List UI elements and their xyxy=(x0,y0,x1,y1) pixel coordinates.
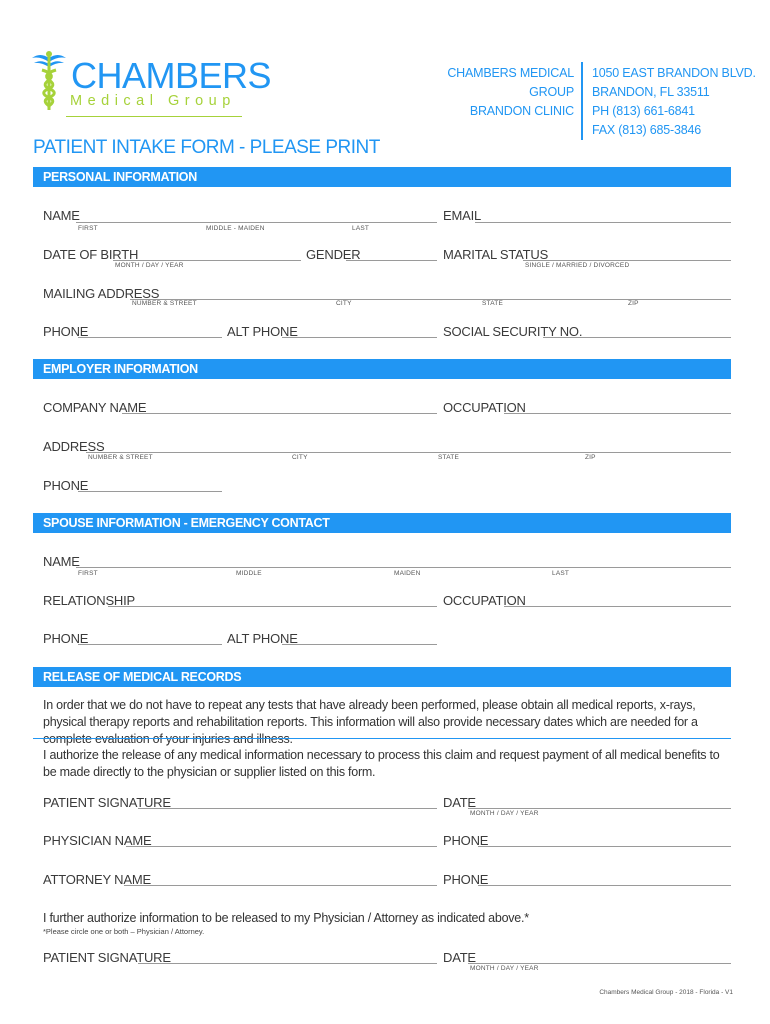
spouse-maiden-hint: MAIDEN xyxy=(394,570,421,577)
company-field[interactable] xyxy=(122,413,437,414)
patient-signature-field[interactable] xyxy=(138,808,437,809)
dob-hint: MONTH / DAY / YEAR xyxy=(115,262,184,269)
section-personal xyxy=(33,167,731,187)
logo-underline xyxy=(66,116,242,117)
employer-address-field[interactable] xyxy=(86,452,731,453)
state-hint: STATE xyxy=(482,300,503,307)
logo xyxy=(30,48,272,120)
email-field[interactable] xyxy=(475,222,731,223)
middle-hint: MIDDLE - MAIDEN xyxy=(206,225,265,232)
patient-signature-label: PATIENT SIGNATURE xyxy=(43,795,171,810)
address-phone: PH (813) 661-6841 xyxy=(592,104,695,118)
attorney-phone-label: PHONE xyxy=(443,872,489,887)
spouse-occupation-field[interactable] xyxy=(504,606,731,607)
date-2-hint: MONTH / DAY / YEAR xyxy=(470,965,539,972)
attorney-field[interactable] xyxy=(124,885,437,886)
employer-city-hint: CITY xyxy=(292,454,308,461)
city-hint: CITY xyxy=(336,300,352,307)
caduceus-icon xyxy=(30,50,68,112)
dob-field[interactable] xyxy=(113,260,301,261)
section-release-label: RELEASE OF MEDICAL RECORDS xyxy=(43,670,242,684)
marital-hint: SINGLE / MARRIED / DIVORCED xyxy=(525,262,630,269)
spouse-phone-label: PHONE xyxy=(43,631,89,646)
circle-note: *Please circle one or both – Physician / Attorney. xyxy=(43,927,205,936)
form-title: PATIENT INTAKE FORM - PLEASE PRINT xyxy=(33,137,380,158)
employer-phone-field[interactable] xyxy=(78,491,222,492)
header-divider xyxy=(581,62,583,140)
relationship-label: RELATIONSHIP xyxy=(43,593,135,608)
name-field[interactable] xyxy=(76,222,437,223)
org-clinic: BRANDON CLINIC xyxy=(469,104,574,118)
employer-occupation-field[interactable] xyxy=(504,413,731,414)
ssn-field[interactable] xyxy=(543,337,731,338)
employer-state-hint: STATE xyxy=(438,454,459,461)
further-authorization-text: I further authorize information to be released to my Physician / Attorney as indicated above.* xyxy=(43,911,529,925)
mailing-field[interactable] xyxy=(130,299,731,300)
spouse-name-field[interactable] xyxy=(76,567,731,568)
last-hint: LAST xyxy=(352,225,370,232)
footer: Chambers Medical Group - 2018 - Florida - V1 xyxy=(599,989,733,996)
phone-field[interactable] xyxy=(78,337,222,338)
employer-zip-hint: ZIP xyxy=(585,454,596,461)
date-2-field[interactable] xyxy=(468,963,731,964)
spouse-middle-hint: MIDDLE xyxy=(236,570,262,577)
ssn-label: SOCIAL SECURITY NO. xyxy=(443,324,583,339)
marital-field[interactable] xyxy=(523,260,731,261)
physician-label: PHYSICIAN NAME xyxy=(43,833,152,848)
date-field[interactable] xyxy=(468,808,731,809)
spouse-name-label: NAME xyxy=(43,554,80,569)
authorization-paragraph: I authorize the release of any medical information necessary to process this claim and request payment of all medical benefits to be made directly to the physician or supplier listed on this form. xyxy=(43,748,720,779)
street-hint: NUMBER & STREET xyxy=(132,300,197,307)
email-label: EMAIL xyxy=(443,208,482,223)
spouse-last-hint: LAST xyxy=(552,570,570,577)
alt-phone-field[interactable] xyxy=(282,337,437,338)
attorney-label: ATTORNEY NAME xyxy=(43,872,151,887)
section-release xyxy=(33,667,731,687)
name-label: NAME xyxy=(43,208,80,223)
address-city: BRANDON, FL 33511 xyxy=(592,85,710,99)
company-label: COMPANY NAME xyxy=(43,400,147,415)
date-label: DATE xyxy=(443,795,476,810)
section-personal-label: PERSONAL INFORMATION xyxy=(43,170,197,184)
spouse-alt-phone-label: ALT PHONE xyxy=(227,631,298,646)
gender-label: GENDER xyxy=(306,247,361,262)
attorney-phone-field[interactable] xyxy=(478,885,731,886)
release-divider xyxy=(33,738,731,739)
patient-signature-2-field[interactable] xyxy=(138,963,437,964)
brand-name: CHAMBERS xyxy=(71,55,272,96)
org-name: CHAMBERS MEDICAL GROUP xyxy=(447,66,574,99)
spouse-first-hint: FIRST xyxy=(78,570,98,577)
relationship-field[interactable] xyxy=(108,606,437,607)
org-block xyxy=(420,64,574,121)
section-employer xyxy=(33,359,731,379)
patient-signature-2-label: PATIENT SIGNATURE xyxy=(43,950,171,965)
section-employer-label: EMPLOYER INFORMATION xyxy=(43,362,198,376)
alt-phone-label: ALT PHONE xyxy=(227,324,298,339)
physician-phone-label: PHONE xyxy=(443,833,489,848)
physician-field[interactable] xyxy=(126,846,437,847)
date-hint: MONTH / DAY / YEAR xyxy=(470,810,539,817)
first-hint: FIRST xyxy=(78,225,98,232)
employer-address-label: ADDRESS xyxy=(43,439,105,454)
date-2-label: DATE xyxy=(443,950,476,965)
section-spouse xyxy=(33,513,731,533)
address-street: 1050 EAST BRANDON BLVD. xyxy=(592,66,756,80)
spouse-occupation-label: OCCUPATION xyxy=(443,593,526,608)
phone-label: PHONE xyxy=(43,324,89,339)
release-paragraph: In order that we do not have to repeat any tests that have already been performed, please obtain all medical reports, x-rays, physical therapy reports and rehabilitation reports. This information will also provide necessary dates which are needed for a complete evaluation of your injuries and illness. xyxy=(43,698,698,746)
brand-tagline: Medical Group xyxy=(70,93,236,109)
mailing-label: MAILING ADDRESS xyxy=(43,286,160,301)
section-spouse-label: SPOUSE INFORMATION - EMERGENCY CONTACT xyxy=(43,516,330,530)
spouse-alt-phone-field[interactable] xyxy=(282,644,437,645)
zip-hint: ZIP xyxy=(628,300,639,307)
employer-street-hint: NUMBER & STREET xyxy=(88,454,153,461)
spouse-phone-field[interactable] xyxy=(78,644,222,645)
address-block xyxy=(592,64,756,140)
address-fax: FAX (813) 685-3846 xyxy=(592,123,701,137)
marital-label: MARITAL STATUS xyxy=(443,247,549,262)
employer-occupation-label: OCCUPATION xyxy=(443,400,526,415)
physician-phone-field[interactable] xyxy=(478,846,731,847)
dob-label: DATE OF BIRTH xyxy=(43,247,139,262)
gender-field[interactable] xyxy=(346,260,437,261)
employer-phone-label: PHONE xyxy=(43,478,89,493)
